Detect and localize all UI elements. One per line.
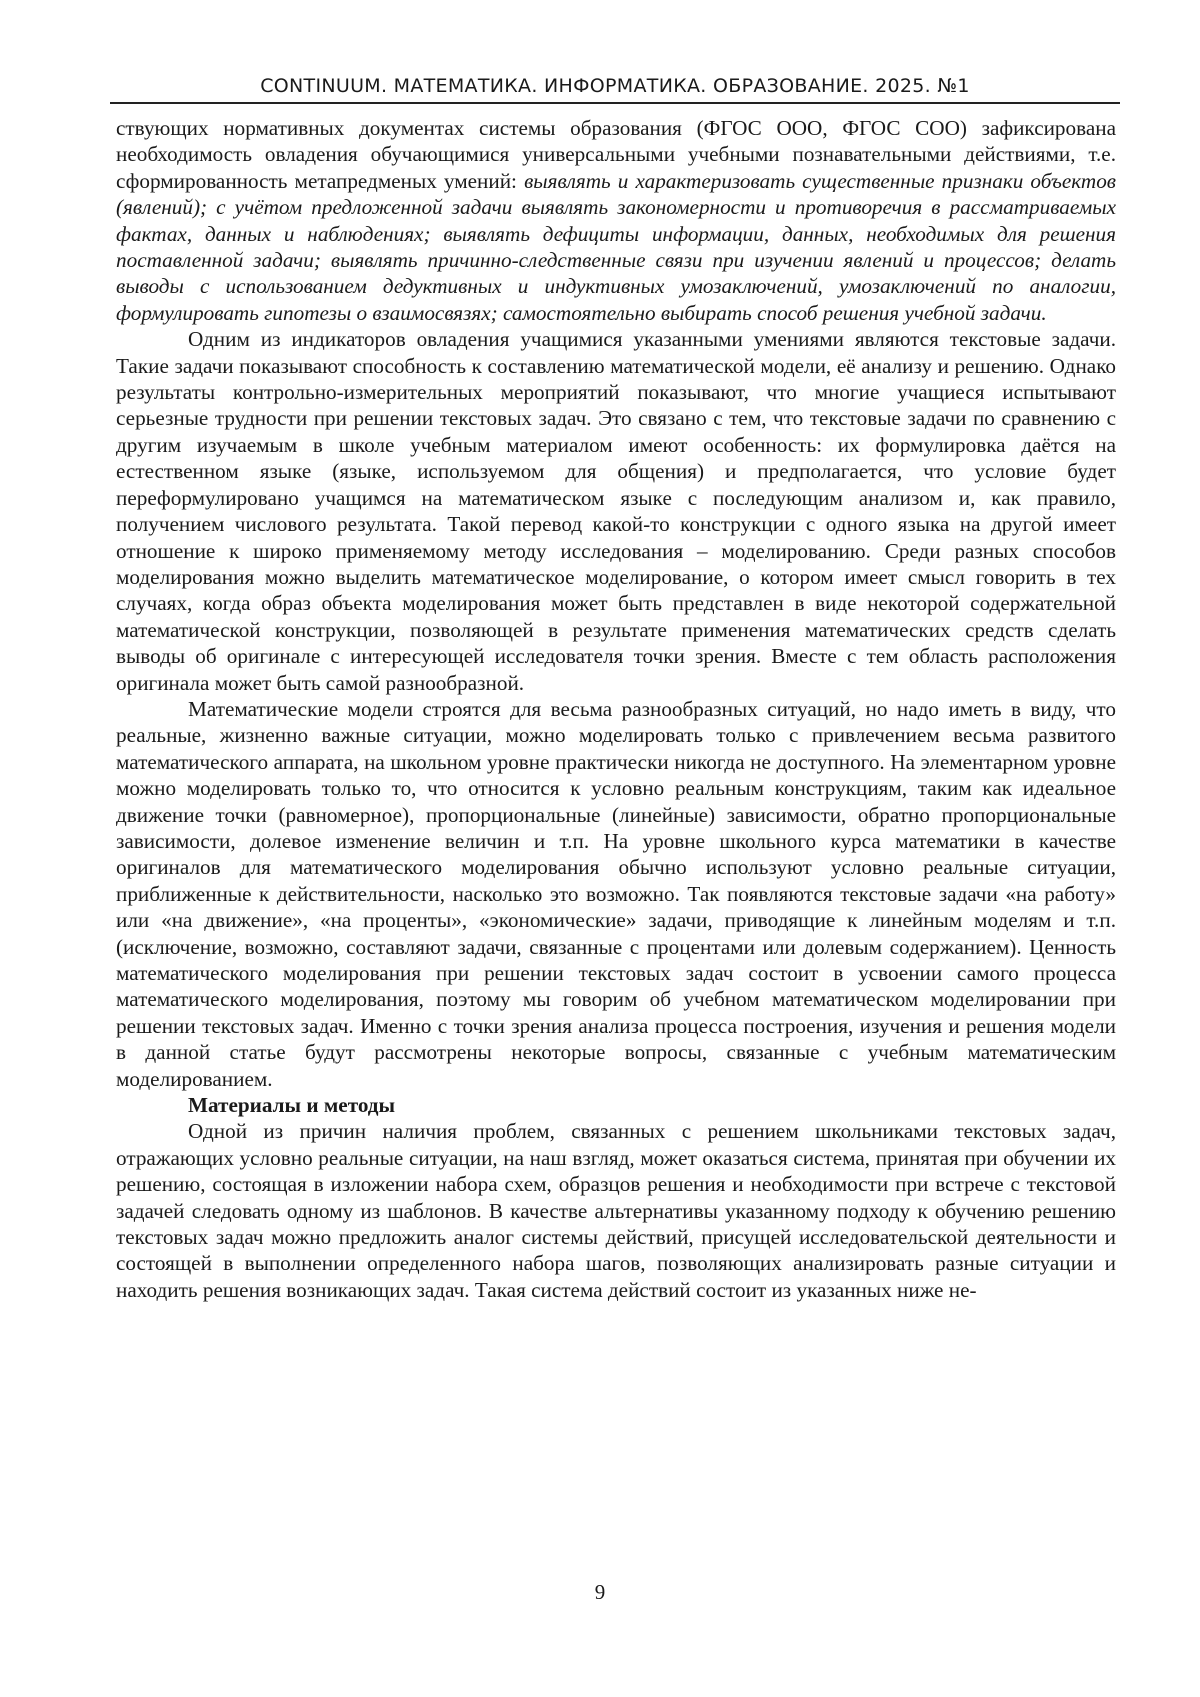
paragraph-1-text: ствующих нормативных документах системы образования (ФГОС ООО, ФГОС СОО) зафиксирована необходимость овладения обучающимися универсальными учебными познавательными действиями, т.е. сформированность метапредменых умений: bbox=[116, 116, 1116, 193]
paragraph-3: Математические модели строятся для весьма разнообразных ситуаций, но надо иметь в виду, что реальные, жизненно важные ситуации, можно моделировать только с привлечением весьма развитого математического аппарата, на школьном уровне практически никогда не доступного. На элементарном уровне можно моделировать только то, что относится к условно реальным конструкциям, таким как идеальное движение точки (равномерное), пропорциональные (линейные) зависимости, обратно пропорциональные зависимости, долевое изменение величин и т.п. На уровне школьного курса математики в качестве оригиналов для математического моделирования обычно используют условно реальные ситуации, приближенные к действительности, насколько это возможно. Так появляются текстовые задачи «на работу» или «на движение», «на проценты», «экономические» задачи, приводящие к линейным моделям и т.п. (исключение, возможно, составляют задачи, связанные с процентами или долевым содержанием). Ценность математического моделирования при решении текстовых задач состоит в усвоении самого процесса математического моделирования, поэтому мы говорим об учебном математическом моделировании при решении текстовых задач. Именно с точки зрения анализа процесса построения, изучения и решения модели в данной статье будут рассмотрены некоторые вопросы, связанные с учебным математическим моделированием. bbox=[116, 696, 1116, 1091]
paragraph-1-italic-text: выявлять и характеризовать существенные признаки объектов (явлений); с учётом предложенной задачи выявлять закономерности и противоречия в рассматриваемых фактах, данных и наблюдениях; выявлять дефициты информации, данных, необходимых для решения поставленной задачи; выявлять причинно-следственные связи при изучении явлений и процессов; делать выводы с использованием дедуктивных и индуктивных умозаключений, умозаключений по аналогии, формулировать гипотезы о взаимосвязях; самостоятельно выбирать способ решения учебной задачи. bbox=[116, 168, 1116, 325]
article-body bbox=[116, 115, 1116, 1303]
section-heading: Материалы и методы bbox=[188, 1093, 396, 1118]
running-header bbox=[110, 72, 1120, 104]
paragraph-2: Одним из индикаторов овладения учащимися указанными умениями являются текстовые задачи. Такие задачи показывают способность к составлению математической модели, её анализу и решению. Однако результаты контрольно-измерительных мероприятий показывают, что многие учащиеся испытывают серьезные трудности при решении текстовых задач. Это связано с тем, что текстовые задачи по сравнению с другим изучаемым в школе учебным материалом имеют особенность: их формулировка даётся на естественном языке (языке, используемом для общения) и предполагается, что условие будет переформулировано учащимся на математическом языке с последующим анализом и, как правило, получением числового результата. Такой перевод какой-то конструкции с одного языка на другой имеет отношение к широко применяемому методу исследования – моделированию. Среди разных способов моделирования можно выделить математическое моделирование, о котором имеет смысл говорить в тех случаях, когда образ объекта моделирования может быть представлен в виде некоторой содержательной математической конструкции, позволяющей в результате применения математических средств сделать выводы об оригинале с интересующей исследователя точки зрения. Вместе с тем область расположения оригинала может быть самой разнообразной. bbox=[116, 327, 1116, 695]
paragraph-1 bbox=[116, 115, 1116, 326]
page-number: 9 bbox=[594, 1580, 606, 1604]
paragraph-4: Одной из причин наличия проблем, связанных с решением школьниками текстовых задач, отражающих условно реальные ситуации, на наш взгляд, может оказаться система, принятая при обучении их решению, состоящая в изложении набора схем, образцов решения и необходимости при встрече с текстовой задачей следовать одному из шаблонов. В качестве альтернативы указанному подходу к обучению решению текстовых задач можно предложить аналог системы действий, присущей исследовательской деятельности и состоящей в выполнении определенного набора шагов, позволяющих анализировать разные ситуации и находить решения возникающих задач. Такая система действий состоит из указанных ниже не- bbox=[116, 1119, 1116, 1302]
journal-title: CONTINUUM. МАТЕМАТИКА. ИНФОРМАТИКА. ОБРАЗОВАНИЕ. 2025. №1 bbox=[260, 75, 970, 97]
